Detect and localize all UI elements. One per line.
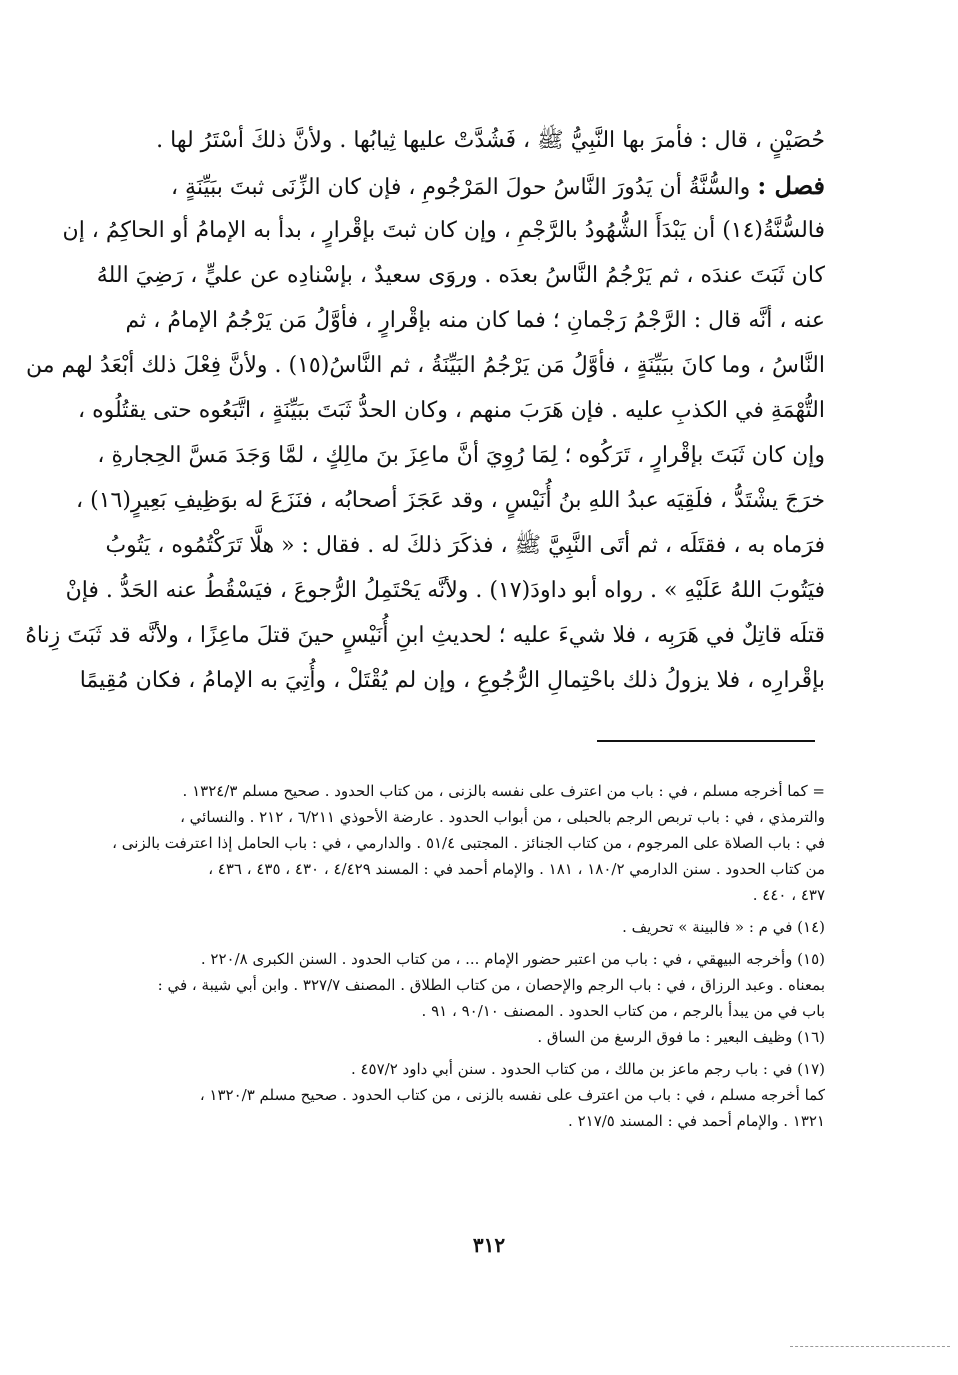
main-text-line: كان ثَبَتَ عندَه ، ثم يَرْجُمُ النَّاسُ بعدَه . وروَى سعيدٌ ، بإسْنادِه عن عليٍّ ، رَضِيَ اللهُ xyxy=(96,263,825,288)
main-text-line: حُصَيْنٍ ، قال : فأمرَ بها النَّبِيُّ ﷺ ، فَشُدَّتْ عليها ثِيابُها . ولأنَّ ذلكَ أسْتَرُ لها . xyxy=(156,128,825,153)
main-text-line: النَّاسُ ، وما كانَ ببَيِّنَةٍ ، فأوَّلُ مَن يَرْجُمُ البَيِّنَةُ ، ثم النَّاسُ(١٥) . ولأنَّ فِعْلَ ذلك أبْعَدُ لهم من xyxy=(25,353,825,378)
main-text-line: خرَجَ يشْتَدُّ ، فلَقِيَه عبدُ اللهِ بنُ أُنَيْسٍ ، وقد عَجَزَ أصحابُه ، فنَزَعَ له بوَظِيفِ بَعِيرٍ(١٦) ، xyxy=(76,488,825,513)
main-text-line: التُّهْمَةِ في الكذبِ عليه . فإن هَرَبَ منهم ، وكان الحدُّ ثَبَتَ ببَيِّنَةٍ ، اتَّبَعُوه حتى يقتُلُوه ، xyxy=(78,398,825,423)
main-text-block xyxy=(25,118,825,703)
footnote-line: كما أخرجه مسلم ، في : باب من اعترف على نفسه بالزنى ، من كتاب الحدود . صحيح مسلم ١٣٢٠/٣ ، xyxy=(199,1086,825,1104)
section-heading: فصل : xyxy=(757,171,825,200)
main-text-line: فالسُّنَّةُ(١٤) أن يَبْدَأَ الشُّهُودُ بالرَّجْمِ ، وإن كان ثبتَ بإقْرارٍ ، بدأ به الإمامُ أو الحاكِمُ ، إن xyxy=(62,218,825,243)
main-text-line: فيَتُوبَ اللهُ عَلَيْهِ » . رواه أبو داودَ(١٧) . ولأنَّه يَحْتَمِلُ الرُّجوعَ ، فيَسْقُطُ عنه الحَدُّ . فإنْ xyxy=(65,578,825,603)
footnote-line: والترمذي ، في : باب تربص الرجم بالحبلى ، من أبواب الحدود . عارضة الأحوذي ٦/٢١١ ، ٢١٢ . والنسائي ، xyxy=(180,808,825,826)
bottom-dashed-rule xyxy=(790,1346,950,1347)
main-text-line: قتلَه قاتِلٌ في هَرَبِه ، فلا شيءَ عليه ؛ لحديثِ ابنِ أُنَيْسٍ حينَ قتلَ ماعِزًا ، ولأنَّه قد ثَبَتَ زِناهُ xyxy=(25,623,825,648)
main-text-line: بإقْرارِه ، فلا يزولُ ذلك باحْتِمالِ الرُّجُوعِ ، وإن لم يُقْتَلْ ، وأُتِيَ به الإمامُ ، فكان مُقِيمًا xyxy=(79,668,825,693)
main-text-line-body: والسُّنَّةُ أن يَدُورَ النَّاسُ حولَ المَرْجُومِ ، فإن كان الزِّنَى ثبتَ ببَيِّنَةٍ ، xyxy=(170,175,751,200)
footnotes-block xyxy=(112,778,825,1134)
footnote-line: في : باب الصلاة على المرجوم ، من كتاب الجنائز . المجتبى ٥١/٤ . والدارمي ، في : باب الحامل إذا اعترفت بالزنى ، xyxy=(112,834,825,852)
footnote-14: (١٤) في م : « فالبينة » تحريف . xyxy=(622,918,825,936)
footnote-17: (١٧) في : باب رجم ماعز بن مالك ، من كتاب الحدود . سنن أبي داود ٤٥٧/٢ . xyxy=(350,1060,825,1078)
main-text-line: فرَماه به ، فقتَلَه ، ثم أتَى النَّبِيَّ ﷺ ، فذكَرَ ذلكَ له . فقال : « هلَّا تَرَكْتُمُوه ، يَتُوبُ xyxy=(105,533,825,558)
footnote-line: = كما أخرجه مسلم ، في : باب من اعترف على نفسه بالزنى ، من كتاب الحدود . صحيح مسلم ١٣٢٤/٣ . xyxy=(182,782,825,800)
footnote-16: (١٦) وظيف البعير : ما فوق الرسغ من الساق . xyxy=(537,1028,825,1046)
main-text-line xyxy=(125,163,825,208)
footnote-line: ٤٣٧ ، ٤٤٠ . xyxy=(752,886,825,904)
page-number: ٣١٢ xyxy=(472,1233,506,1257)
footnote-separator xyxy=(597,740,815,742)
footnote-line: بمعناه . وعبد الرزاق ، في : باب الرجم والإحصان ، من كتاب الطلاق . المصنف ٣٢٧/٧ . وابن أبي شيبة ، في : xyxy=(157,976,825,994)
main-text-line: وإن كان ثَبَتَ بإقْرارٍ ، تَرَكُوه ؛ لِمَا رُوِيَ أنَّ ماعِزَ بنَ مالِكٍ ، لمَّا وَجَدَ مَسَّ الحِجارةِ ، xyxy=(97,443,825,468)
footnote-line: باب في من يبدأ بالرجم ، من كتاب الحدود . المصنف ٩٠/١٠ ، ٩١ . xyxy=(421,1002,825,1020)
footnote-line: ١٣٢١ . والإمام أحمد في : المسند ٢١٧/٥ . xyxy=(568,1112,825,1130)
main-text-line: عنه ، أنَّه قال : الرَّجْمُ رَجْمانِ ؛ فما كان منه بإقْرارٍ ، فأوَّلُ مَن يَرْجُمُ الإمامُ ، ثم xyxy=(125,308,825,333)
footnote-15: (١٥) وأخرجه البيهقي ، في : باب من اعتبر حضور الإمام ... ، من كتاب الحدود . السنن الكبرى ٢٢٠/٨ . xyxy=(200,950,825,968)
footnote-line: من كتاب الحدود . سنن الدارمي ١٨٠/٢ ، ١٨١ . والإمام أحمد في : المسند ٤/٤٢٩ ، ٤٣٠ ، ٤٣٥ ، ٤٣٦ ، xyxy=(208,860,825,878)
